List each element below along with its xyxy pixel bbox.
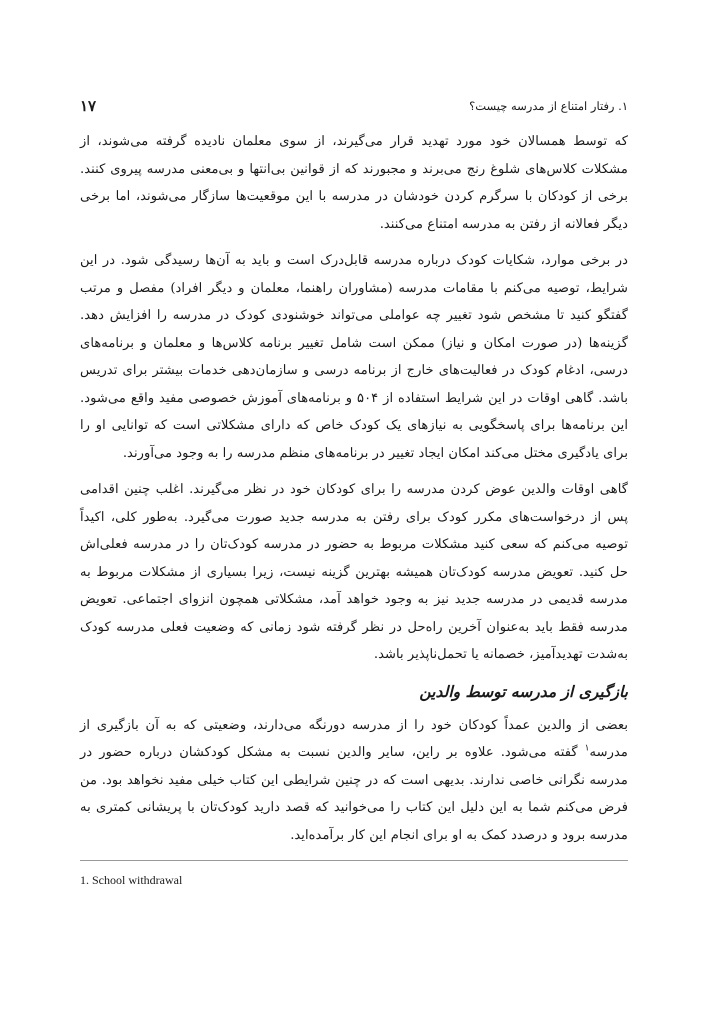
body-text	[80, 128, 628, 858]
footnote-divider	[80, 860, 628, 861]
paragraph-text: گاهی اوقات والدین عوض کردن مدرسه را برای کودکان خود در نظر می‌گیرند. اغلب چنین اقدامی پس از درخواست‌های مکرر کودک برای رفتن به مدرسه جدید صورت می‌گیرد. به‌طور کلی، اکیداً توصیه می‌کنم که سعی کنید مشکلات مربوط به حضور در مدرسه کودک‌تان را در مدرسه فعلی‌اش حل کنید. تعویض مدرسه کودک‌تان همیشه بهترین گزینه نیست، زیرا بسیاری از مشکلات مربوط به مدرسه قدیمی در مدرسه جدید نیز به وجود خواهد آمد، مشکلاتی همچون انزوای اجتماعی. تعویض مدرسه فقط باید به‌عنوان آخرین راه‌حل در نظر گرفته شود زمانی که وضعیت فعلی مدرسه کودک به‌شدت تهدیدآمیز، خصمانه یا تحمل‌ناپذیر باشد.	[80, 482, 628, 662]
paragraph	[80, 247, 628, 467]
book-page	[80, 0, 628, 1024]
paragraph	[80, 128, 628, 238]
paragraph-text: گفته می‌شود. علاوه بر راین، سایر والدین نسبت به مشکل کودکشان درباره حضور در مدرسه نگرانی خاصی ندارند. بدیهی است که در چنین شرایطی این کتاب خیلی مفید نخواهد بود. من فرض می‌کنم شما به این دلیل این کتاب را می‌خوانید که قصد دارید کودک‌تان با پریشانی کمتری به مدرسه برود و درصدد کمک به او برای انجام این کار برآمده‌اید.	[80, 745, 628, 843]
footnote-marker: ۱	[584, 743, 590, 754]
footnote: 1. School withdrawal	[80, 873, 183, 887]
paragraph	[80, 712, 628, 850]
page-number: ۱۷	[80, 97, 97, 115]
paragraph-text: در برخی موارد، شکایات کودک درباره مدرسه قابل‌درک است و باید به آن‌ها رسیدگی شود. در این شرایط، توصیه می‌کنم با مقامات مدرسه (مشاوران راهنما، معلمان و دیگر افراد) مفصل و مرتب گفتگو کنید تا مشخص شود تغییر چه عواملی می‌تواند خوشنودی کودک در مدرسه را افزایش دهد. گزینه‌ها (در صورت امکان و نیاز) ممکن است شامل تغییر برنامه کلاس‌ها و معلمان و برنامه‌های درسی، ادغام کودک در فعالیت‌های خارج از برنامه درسی و سازمان‌دهی خدمات بیشتر برای تدریس باشد. گاهی اوقات در این شرایط استفاده از ۵۰۴ و برنامه‌های آموزش خصوصی مفید واقع می‌شود. این برنامه‌ها برای پاسخگویی به نیازهای یک کودک خاص که دارای مشکلاتی است که توانایی او را برای یادگیری مختل می‌کند امکان ایجاد تغییر در برنامه‌های منظم مدرسه را به وجود می‌آورند.	[80, 253, 628, 461]
paragraph	[80, 476, 628, 669]
paragraph-text: بعضی از والدین عمداً کودکان خود را از مدرسه دورنگه می‌دارند، وضعیتی که به آن بازگیری از مدرسه	[80, 717, 628, 760]
chapter-title: ۱. رفتار امتناع از مدرسه چیست؟	[469, 99, 628, 113]
paragraph-text: که توسط همسالان خود مورد تهدید قرار می‌گیرند، از سوی معلمان نادیده گرفته می‌شوند، از مشکلات کلاس‌های شلوغ رنج می‌برند و مجبورند که از قوانین بی‌انتها و بی‌معنی مدرسه پیروی کنند. برخی از کودکان با سرگرم کردن خودشان در مدرسه با این موقعیت‌ها سازگار می‌شوند، اما برخی دیگر فعالانه از رفتن به مدرسه امتناع می‌کنند.	[80, 134, 628, 232]
running-head	[80, 95, 628, 117]
section-heading: بازگیری از مدرسه توسط والدین	[419, 681, 628, 701]
